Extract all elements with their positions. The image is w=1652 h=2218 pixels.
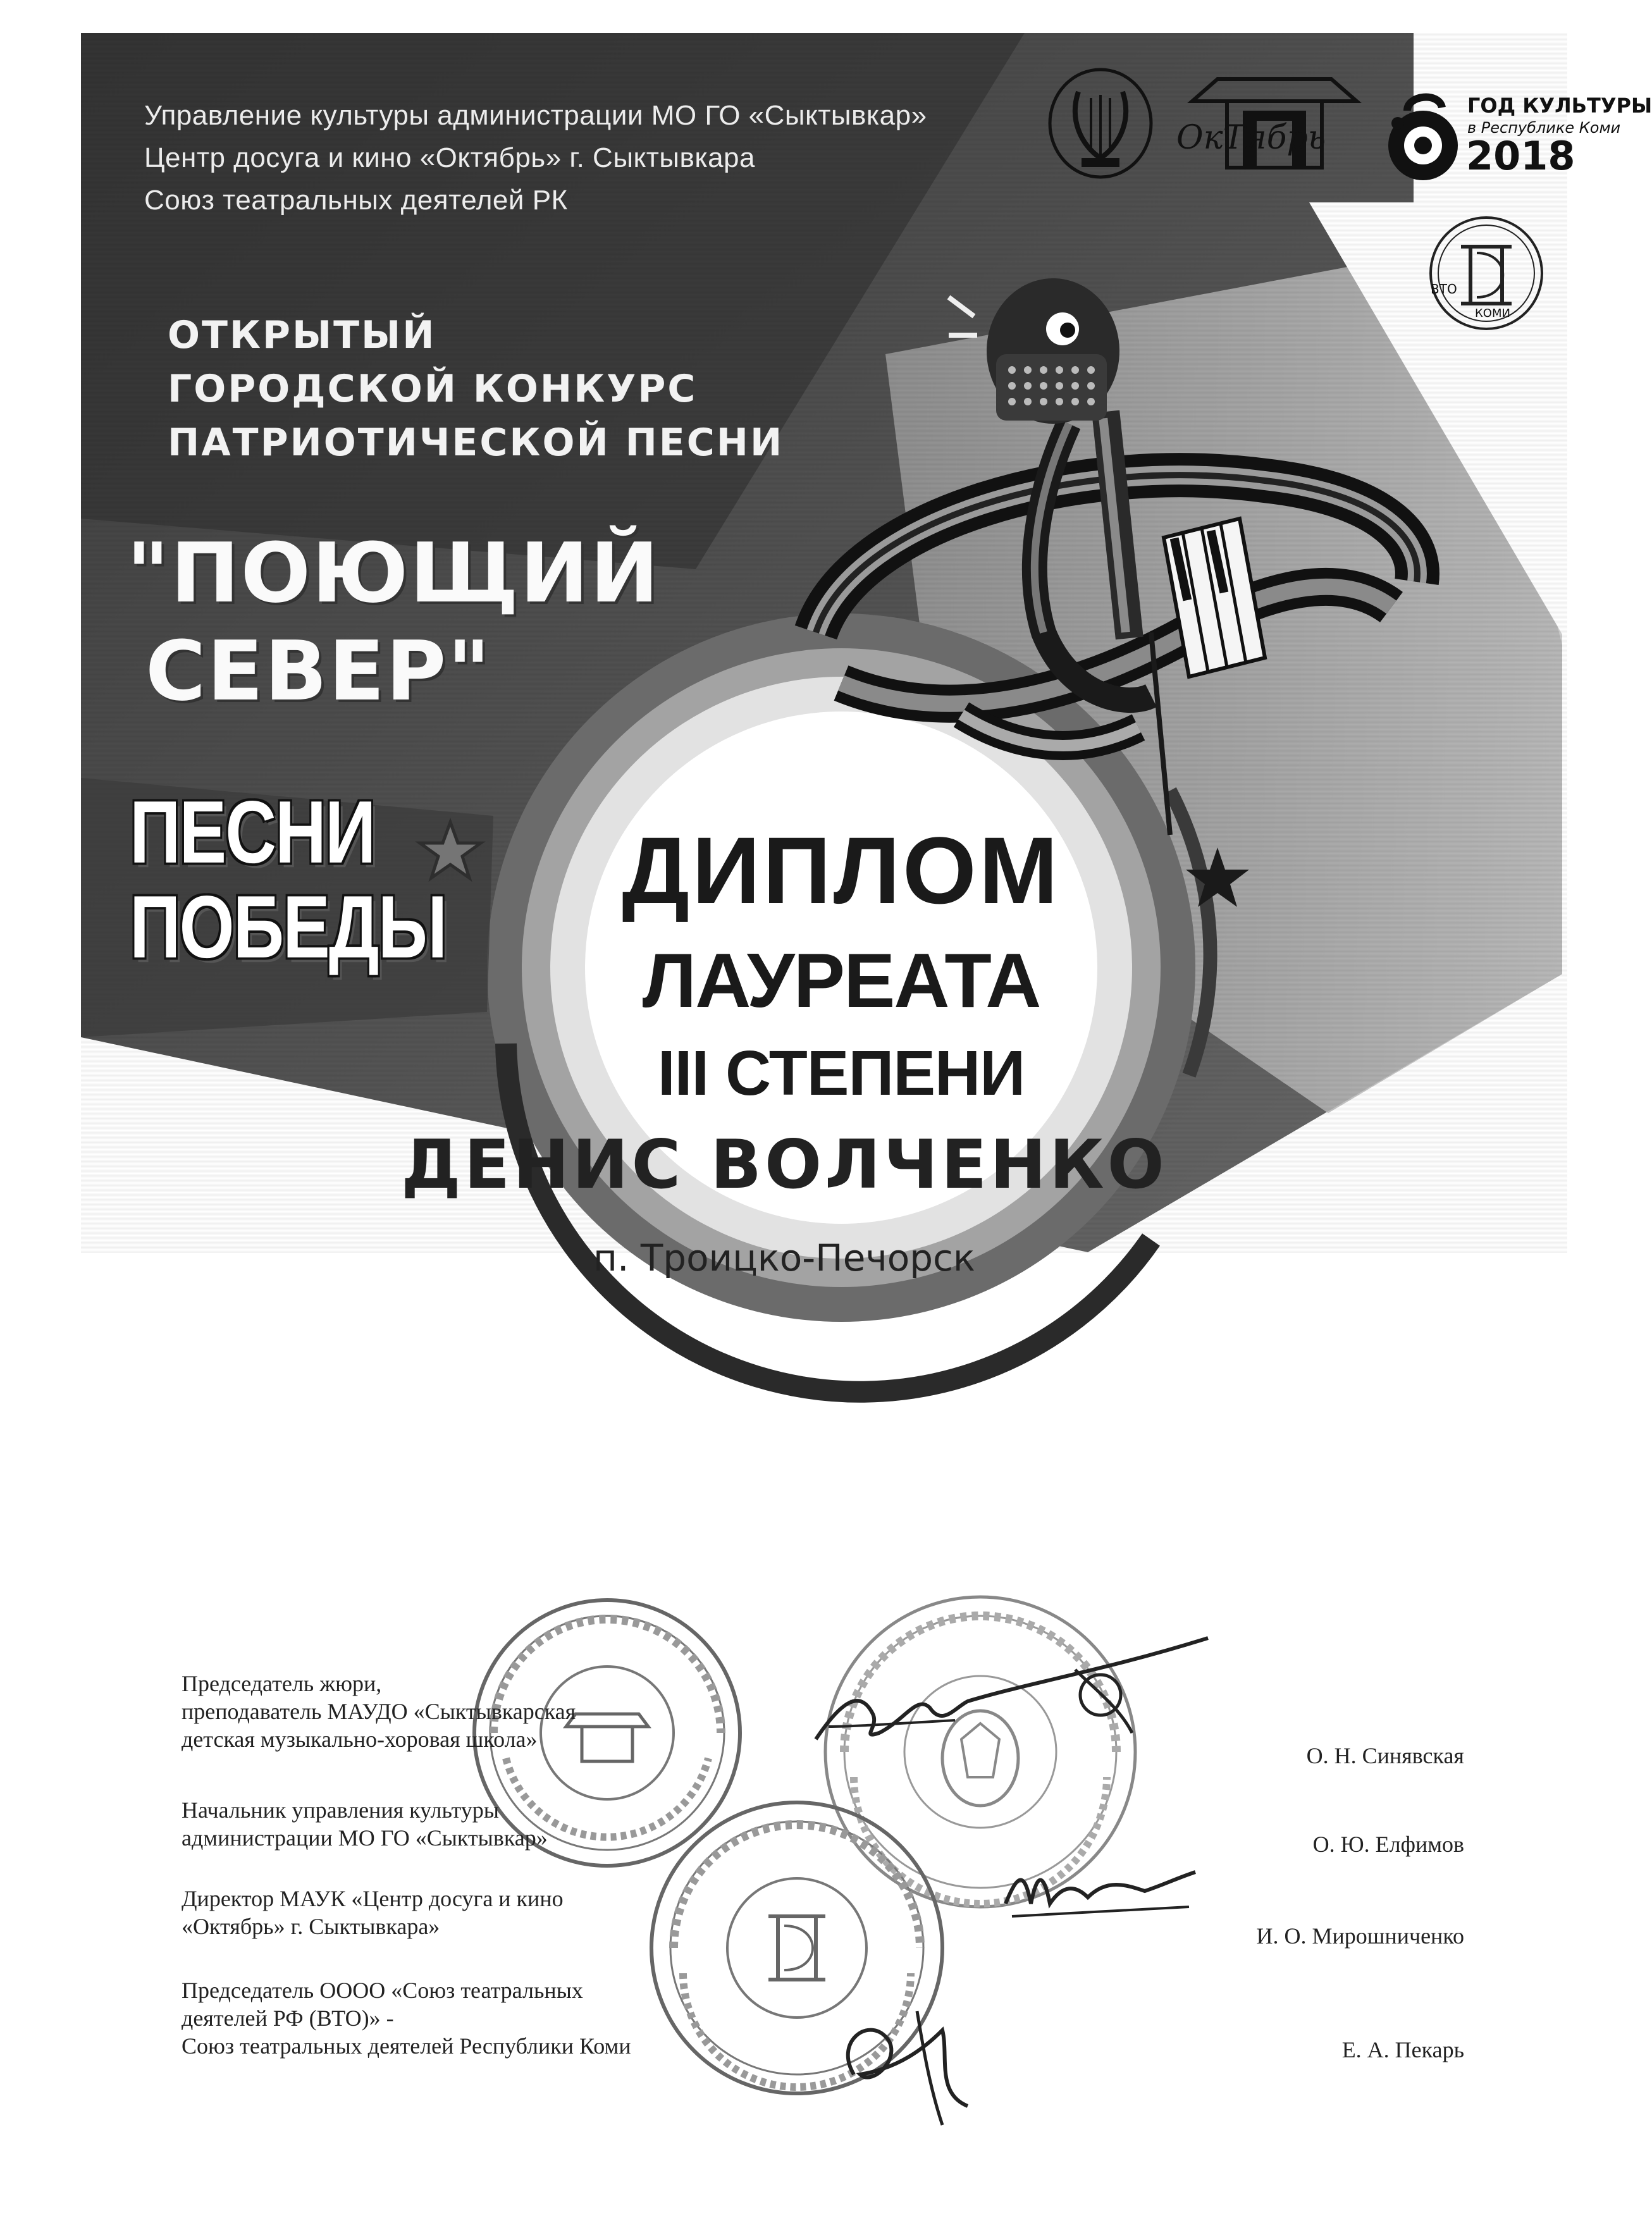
org-line-2: Центр досуга и кино «Октябрь» г. Сыктывкара	[144, 142, 755, 173]
diploma-degree: III СТЕПЕНИ	[657, 1038, 1025, 1109]
year-number: 2018	[1466, 133, 1575, 179]
position-line: преподаватель МАУДО «Сыктывкарская	[182, 1699, 576, 1724]
recipient-location: п. Троицко-Печорск	[593, 1236, 975, 1279]
org-line-1: Управление культуры администрации МО ГО «Сыктывкар»	[144, 100, 927, 131]
position-line: администрации МО ГО «Сыктывкар»	[182, 1825, 548, 1851]
position-line: Председатель ОООО «Союз театральных	[182, 1978, 583, 2003]
org-line-3: Союз театральных деятелей РК	[144, 185, 568, 216]
position-line: детская музыкально-хоровая школа»	[182, 1727, 538, 1752]
theme-line-1: ПЕСНИ	[130, 782, 375, 882]
signatory-4-position	[182, 1976, 631, 2060]
position-line: Союз театральных деятелей Республики Коми	[182, 2033, 631, 2059]
signatory-3-position	[182, 1885, 564, 1940]
theme-line-2: ПОБЕДЫ	[130, 877, 447, 977]
contest-line-2: ГОРОДСКОЙ КОНКУРС	[168, 367, 698, 411]
contest-name-line-2: СЕВЕР"	[145, 623, 492, 719]
year-of-culture-emblem-icon	[1382, 89, 1464, 190]
year-of-culture-title: ГОД КУЛЬТУРЫ	[1467, 94, 1652, 118]
vto-logo-text: ВТО	[1431, 281, 1457, 297]
signature-2	[1050, 1651, 1151, 1739]
signatory-2-name: О. Ю. Елфимов	[1312, 1832, 1464, 1857]
position-line: Председатель жюри,	[182, 1671, 382, 1696]
signature-4	[816, 1992, 993, 2131]
position-line: деятелей РФ (ВТО)» -	[182, 2005, 394, 2031]
signature-3	[999, 1847, 1202, 1935]
year-of-culture-subtitle: в Республике Коми	[1467, 119, 1621, 137]
signatory-2-position	[182, 1796, 548, 1852]
position-line: «Октябрь» г. Сыктывкара»	[182, 1914, 440, 1939]
signatory-1-position	[182, 1670, 576, 1753]
contest-line-1: ОТКРЫТЫЙ	[168, 313, 436, 357]
contest-line-3: ПАТРИОТИЧЕСКОЙ ПЕСНИ	[168, 421, 784, 465]
signatory-1-name: О. Н. Синявская	[1306, 1743, 1464, 1768]
signatory-3-name: И. О. Мирошниченко	[1256, 1923, 1464, 1949]
position-line: Директор МАУК «Центр досуга и кино	[182, 1886, 564, 1911]
vto-region-text: КОМИ	[1475, 307, 1510, 320]
position-line: Начальник управления культуры	[182, 1797, 499, 1823]
contest-name-line-1: "ПОЮЩИЙ	[126, 525, 660, 621]
cinema-logo-text: ОкТябрь	[1176, 119, 1326, 157]
diploma-laureate: ЛАУРЕАТА	[642, 937, 1040, 1023]
signatory-4-name: Е. А. Пекарь	[1341, 2037, 1464, 2062]
diploma-title: ДИПЛОМ	[622, 817, 1061, 923]
recipient-name: ДЕНИС ВОЛЧЕНКО	[401, 1126, 1168, 1204]
lyre-emblem-icon	[1044, 63, 1157, 183]
